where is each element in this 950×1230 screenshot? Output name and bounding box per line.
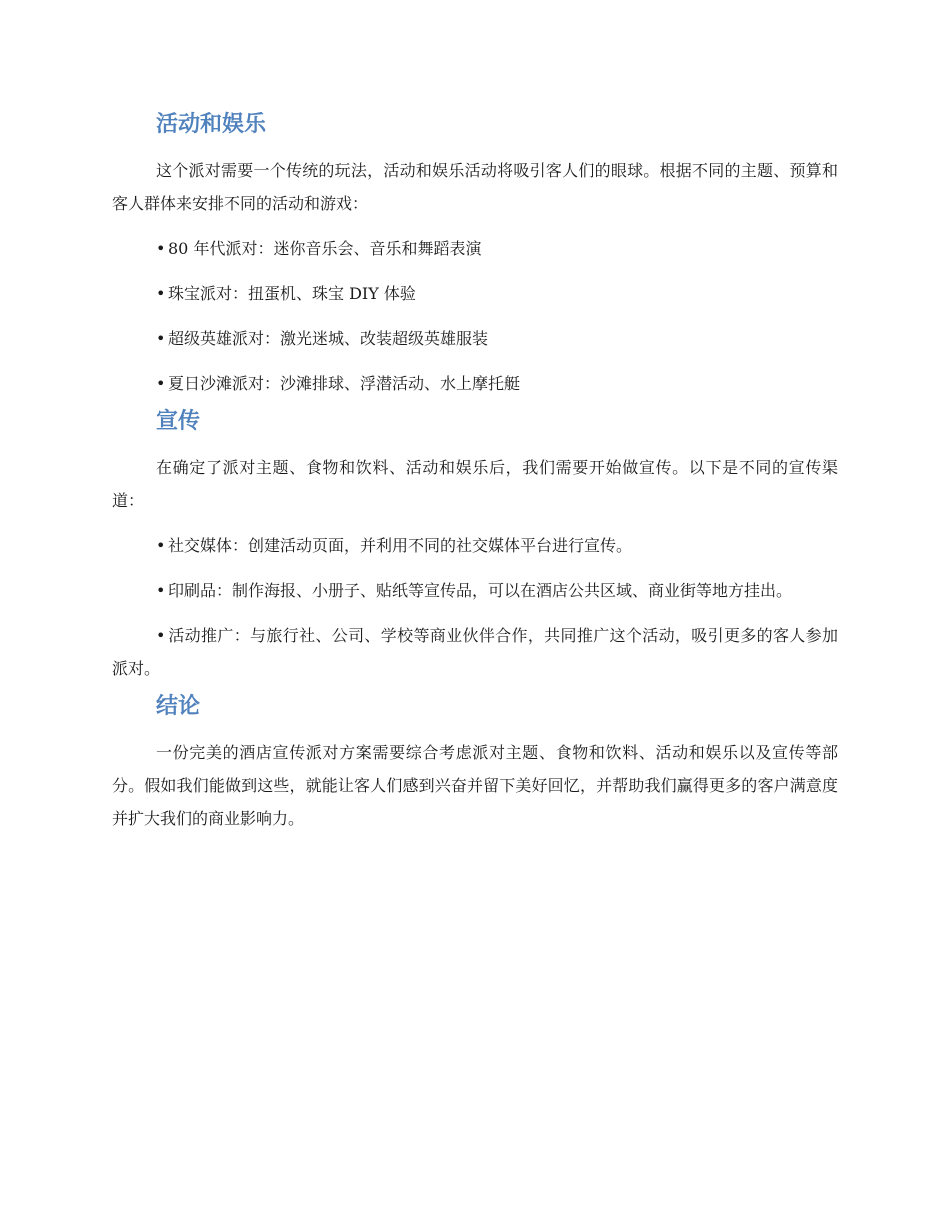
bullet-item: [112, 367, 838, 400]
bullet-item: [112, 619, 838, 685]
bullet-dot-icon: •: [156, 536, 166, 555]
bullet-item: [112, 277, 838, 310]
bullet-text: 社交媒体：创建活动页面，并利用不同的社交媒体平台进行宣传。: [168, 536, 633, 555]
bullet-item: [112, 574, 838, 607]
section-activities: [112, 108, 838, 400]
document-body: [112, 108, 838, 835]
bullet-dot-icon: •: [156, 581, 166, 600]
bullet-dot-icon: •: [156, 284, 166, 303]
bullet-dot-icon: •: [156, 626, 166, 645]
section-heading: 宣传: [156, 409, 201, 434]
section-conclusion: [112, 690, 838, 835]
bullet-text: 80 年代派对：迷你音乐会、音乐和舞蹈表演: [168, 239, 482, 258]
bullet-item: [112, 529, 838, 562]
section-heading: 活动和娱乐: [156, 112, 267, 137]
bullet-dot-icon: •: [156, 239, 166, 258]
bullet-text: 超级英雄派对：激光迷城、改装超级英雄服装: [168, 329, 489, 348]
bullet-text: 夏日沙滩派对：沙滩排球、浮潜活动、水上摩托艇: [168, 374, 521, 393]
section-promotion: [112, 405, 838, 685]
bullet-dot-icon: •: [156, 329, 166, 348]
section-paragraph: 一份完美的酒店宣传派对方案需要综合考虑派对主题、食物和饮料、活动和娱乐以及宣传等部分。假如我们能做到这些，就能让客人们感到兴奋并留下美好回忆，并帮助我们赢得更多的客户满意度并扩大我们的商业影响力。: [112, 743, 838, 828]
bullet-text: 活动推广：与旅行社、公司、学校等商业伙伴合作，共同推广这个活动，吸引更多的客人参加派对。: [112, 626, 838, 678]
section-heading: 结论: [156, 694, 201, 719]
section-paragraph: 在确定了派对主题、食物和饮料、活动和娱乐后，我们需要开始做宣传。以下是不同的宣传渠道：: [112, 458, 838, 510]
bullet-text: 印刷品：制作海报、小册子、贴纸等宣传品，可以在酒店公共区域、商业街等地方挂出。: [168, 581, 793, 600]
bullet-dot-icon: •: [156, 374, 166, 393]
bullet-item: [112, 322, 838, 355]
section-paragraph: 这个派对需要一个传统的玩法，活动和娱乐活动将吸引客人们的眼球。根据不同的主题、预算和客人群体来安排不同的活动和游戏：: [112, 161, 838, 213]
bullet-item: [112, 232, 838, 265]
bullet-text: 珠宝派对：扭蛋机、珠宝 DIY 体验: [168, 284, 416, 303]
